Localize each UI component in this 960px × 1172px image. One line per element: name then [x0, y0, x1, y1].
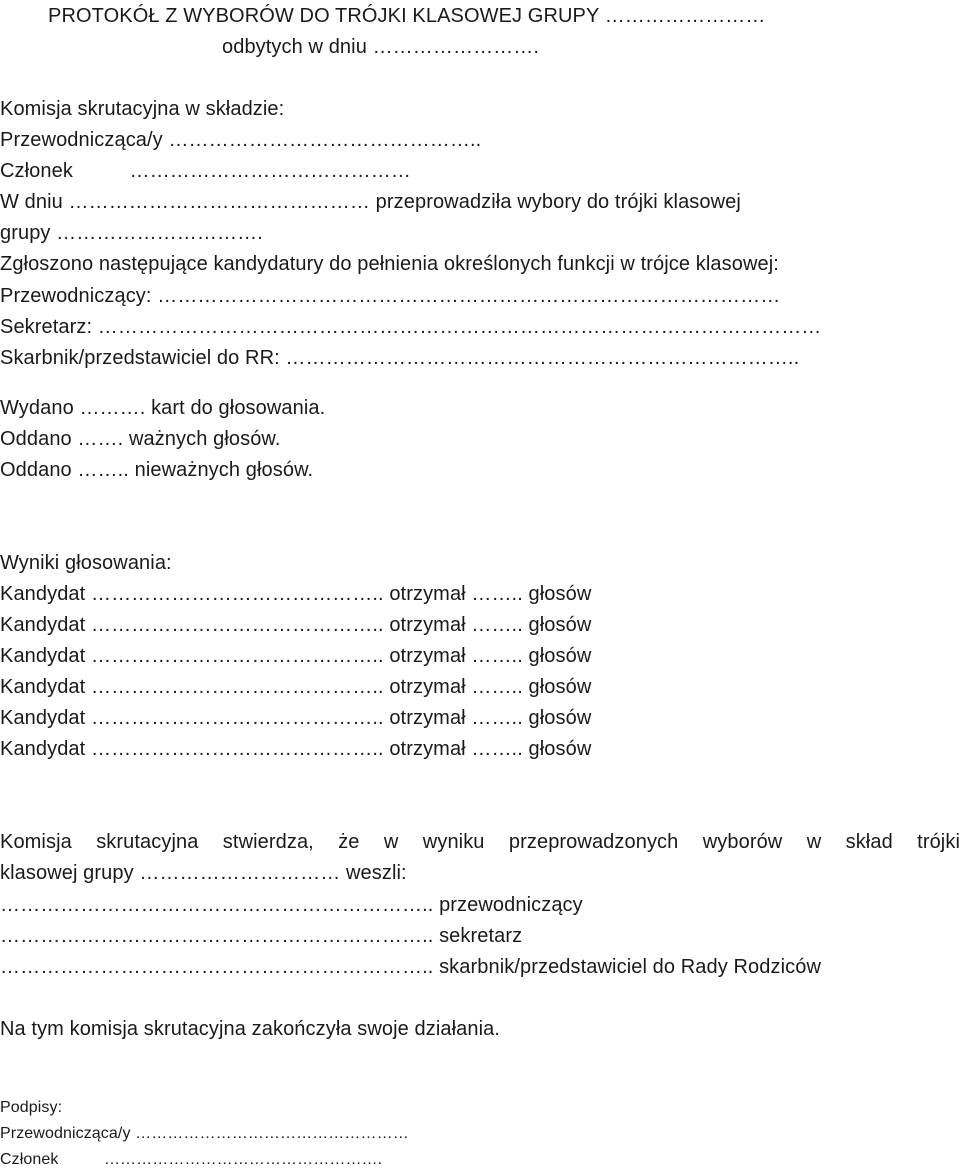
committee-heading: Komisja skrutacyjna w składzie:	[0, 98, 285, 120]
elected-chair-line: ……………………………………………………….. przewodniczący	[0, 894, 583, 916]
elected-secretary-line: ……………………………………………………….. sekretarz	[0, 925, 523, 947]
signature-member-line: Członek …………………………………………….	[0, 1151, 383, 1168]
results-row: Kandydat …………………………………….. otrzymał …….. głosów	[0, 645, 592, 667]
document-subtitle: odbytych w dniu …………………….	[222, 36, 540, 58]
signatures-heading: Podpisy:	[0, 1099, 63, 1116]
candidacy-treasurer-line: Skarbnik/przedstawiciel do RR: …………………………………………………………………..	[0, 347, 800, 369]
results-row: Kandydat …………………………………….. otrzymał …….. głosów	[0, 676, 592, 698]
results-row: Kandydat …………………………………….. otrzymał …….. głosów	[0, 738, 592, 760]
committee-member-line: Członek ……………………………………	[0, 160, 411, 182]
ballots-valid-line: Oddano ……. ważnych głosów.	[0, 428, 281, 450]
document-title: PROTOKÓŁ Z WYBORÓW DO TRÓJKI KLASOWEJ GRUPY ……………………	[48, 5, 766, 27]
intro-line-2: grupy ………………………….	[0, 222, 263, 244]
committee-chair-line: Przewodnicząca/y ………………………………………..	[0, 129, 482, 151]
elected-treasurer-line: ……………………………………………………….. skarbnik/przedstawiciel do Rady Rodziców	[0, 956, 822, 978]
closing-statement: Na tym komisja skrutacyjna zakończyła swoje działania.	[0, 1018, 501, 1040]
results-row: Kandydat …………………………………….. otrzymał …….. głosów	[0, 583, 592, 605]
results-heading: Wyniki głosowania:	[0, 552, 172, 574]
candidacy-secretary-line: Sekretarz: ………………………………………………………………………………………………	[0, 316, 822, 338]
signature-chair-line: Przewodnicząca/y ……………………………………………	[0, 1125, 409, 1142]
intro-line-1: W dniu ……………………………………… przeprowadziła wybory do trójki klasowej	[0, 191, 741, 213]
conclusion-line-2: klasowej grupy ………………………… weszli:	[0, 862, 407, 884]
ballots-invalid-line: Oddano …….. nieważnych głosów.	[0, 459, 314, 481]
candidacy-chair-line: Przewodniczący: …………………………………………………………………………………	[0, 285, 781, 307]
results-row: Kandydat …………………………………….. otrzymał …….. głosów	[0, 707, 592, 729]
intro-line-3: Zgłoszono następujące kandydatury do pełnienia określonych funkcji w trójce klasowej:	[0, 253, 779, 275]
results-row: Kandydat …………………………………….. otrzymał …….. głosów	[0, 614, 592, 636]
ballots-issued-line: Wydano ………. kart do głosowania.	[0, 397, 326, 419]
conclusion-line-1: Komisja skrutacyjna stwierdza, że w wyniku przeprowadzonych wyborów w skład trójki	[0, 831, 960, 853]
